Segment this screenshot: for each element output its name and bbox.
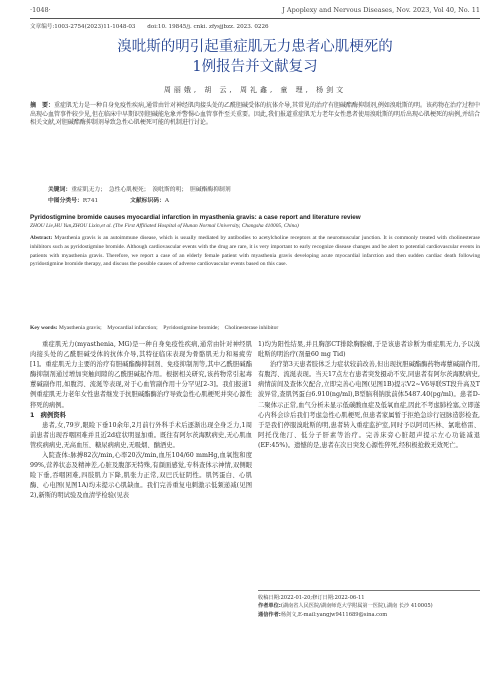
clc-label: 中图分类号：	[48, 198, 83, 204]
english-keywords	[30, 323, 480, 331]
intro-paragraph: 重症肌无力(myasthenia, MG)是一种自身免疫性疾病,通常由针对神经肌肉接头处的乙酰胆碱受体的抗体介导,其特征临床表现为骨骼肌无力和易疲劳[1]。重症肌无力主要的治疗有胆碱酯酶抑制剂、免疫抑制剂等,其中乙酰胆碱酯酶抑制剂通过增加突触间隙的乙酰胆碱起作用。根据相关研究,该药物常引起毒蕈碱副作用,如腹泻、流涎等表现,对于心血管副作用十分罕见[2-3]。我们报道1例重症肌无力老年女性患者继发于抗胆碱酯酶治疗导致急性心肌梗死并突心源性猝死的病例。	[30, 341, 252, 409]
article-number: 文章编号:1003-2754(2023)11-1048-03	[30, 24, 136, 30]
section-heading-case: 1 病例资料	[30, 411, 66, 419]
keywords-text: 重症肌无力； 急性心肌梗死； 溴吡斯的明； 胆碱酯酶抑制剂	[71, 187, 231, 193]
journal-citation: J Apoplexy and Nervous Diseases, Nov. 2023, Vol 40, No. 11	[282, 6, 480, 14]
treatment-course-paragraph: 治疗第3天患者肢体乏力症状较前改善,但出现抗胆碱酯酶药物毒蕈碱副作用,有腹泻、流涎表现。当天17点左右患者突发摄动不安,同患者有阿尔茨海默病史,病情前间及查体欠配合,立即完善心电图(见图1B)提示V2~V6导联ST段升高及T波异常,查肌钙蛋白6.910(ng/ml),B型脑利钠肽前体5487.40(pg/ml)。患者D-二聚体示正常,血气分析未显示低碳酸血症及低氧血症,因此不考虑肺栓塞,立即遂心内科会诊后我们考虑急性心肌梗死,但患者家属暂于拒绝急诊行冠脉造影检查,于是我们停服溴吡斯的明,患者转入重症监护室,同时予以阿司匹林、氯吡格雷、阿托伐他汀、低分子肝素等治疗。完善床旁心脏超声提示左心功能减退(EF:45%)。遗憾的是,患者在次日突发心源性猝死,经积极抢救无效死亡。	[258, 361, 480, 449]
english-authors: ZHOU Lie,HU Yun,ZHOU Lixin,et al. (The First Affiliated Hospital of Hunan Normal University, Changsha 410005, China)	[30, 223, 299, 229]
author-affiliation	[258, 602, 480, 610]
english-title: Pyridostigmine bromide causes myocardial infarction in myasthenia gravis: a case report and literature review	[30, 214, 361, 221]
received-dates: 收稿日期:2022-01-20;修订日期:2022-06-11	[258, 595, 365, 601]
running-header	[30, 4, 480, 19]
corresponding-label: 通信作者:	[258, 611, 281, 618]
doi: doi:10. 19845/j. cnki. zfysjjbzz. 2023. 0226	[147, 24, 269, 30]
affiliation-label: 作者单位:	[258, 603, 281, 610]
keywords-label: 关键词：	[48, 187, 72, 193]
diagnosis-paragraph: 1)均为阳性结果,并且胸部CT排除胸腺瘤,于是该患者诊断为重症肌无力,予以溴吡斯的明治疗(剂量60 mg Tid)	[258, 341, 480, 359]
case-history-paragraph: 患者,女,79岁,眼睑下垂10余年,2月前行外科手术后逐渐出现全身乏力,1周前患者出现吞咽困难并且近2d症状明显加重。既往有阿尔茨海默病史,无心肌血管疾病病史,无高血压、糖尿病病史,无吸烟、酗酒史。	[30, 421, 252, 449]
body-column-right	[258, 340, 480, 451]
article-identifiers	[30, 22, 480, 30]
doc-code-value: A	[164, 198, 170, 204]
title-line-2: 1例报告并文献复习	[192, 59, 318, 75]
article-footnote	[258, 590, 480, 619]
affiliation-text: (湖南省人民医院/湖南师范大学附属第一医院),湖南 长沙 410005)	[280, 603, 433, 610]
page-number: ·1048·	[30, 6, 51, 14]
abstract-label: 摘 要：	[30, 102, 55, 109]
corresponding-author	[258, 611, 480, 619]
chinese-abstract	[30, 102, 480, 128]
english-abstract-text: Myasthenia gravis is an autoimmune disease, which is usually mediated by antibodies to acetylcholine receptors at the neuromuscular junction. It is commonly treated with cholinesterase inhibitors such as pyridostigmine bromide. Although cardiovascular events with the drug are rare, it is very important to early recognize disease changes and be alert to potential cardiovascular events in patients with myasthenia gravis. Therefore, we report a case of an elderly female patient with myasthenia gravis developing acute myocardial infarction and then sudden cardiac death following pyridostigmine bromide therapy, and discuss the possible causes of adverse cardiovascular events based on this case.	[30, 235, 480, 268]
admission-exam-paragraph: 入院查体:脉搏82次/min,心率20次/min,血压104/60 mmHg,血氧饱和度99%,营养状态及精神差,心脏及腹部无特殊,有颜面感觉,专科查体示神情,双侧眼睑下垂,吞咽困难,四肢肌力下降,肌张力正常,双巴氏征阴性。肌钙蛋白、心肌酶、心电图(见图1A)均未提示心肌缺血。我们完善重复电刺激示低频递减(见图2),新斯的明试验及血清学检验(见表	[30, 452, 252, 500]
abstract-text: 重症肌无力是一种自身免疫性疾病,通常由针对神经肌肉接头处的乙酰胆碱受体的抗体介导,其常见的治疗有胆碱酯酶抑制剂,例如溴吡斯的明。该药物在治疗过程中出现心血管事件较少见,但在临床中早期识别胆碱能危象并警惕心血管事件至关重要。因此,我们报道重症肌无力老年女性患者使用溴吡斯的明后出现心肌梗死的病例,并结合相关文献,对胆碱酯酶抑制剂导致急性心肌梗死可能的机制进行讨论。	[30, 102, 480, 127]
chinese-keywords	[48, 184, 480, 193]
english-abstract-label: Abstract:	[30, 235, 53, 241]
paper-title	[30, 37, 480, 77]
corresponding-text: 杨剑文,E-mail:yangjw9411689@sina.com	[280, 611, 388, 618]
clc-value: R741	[82, 198, 99, 204]
body-column-left	[30, 340, 252, 502]
english-keywords-text: Myasthenia gravis; Myocardial infarction; Pyridostigmine bromide; Cholinesterase inhibitor	[58, 325, 279, 331]
doc-code-label: 文献标识码：	[130, 198, 165, 204]
title-line-1: 溴吡斯的明引起重症肌无力患者心肌梗死的	[117, 39, 393, 55]
english-keywords-label: Key words:	[30, 325, 58, 331]
english-abstract	[30, 234, 480, 269]
classification-line	[48, 195, 480, 204]
author-list: 周丽娥, 胡 云, 周礼鑫, 童 理, 杨剑文	[163, 86, 347, 94]
